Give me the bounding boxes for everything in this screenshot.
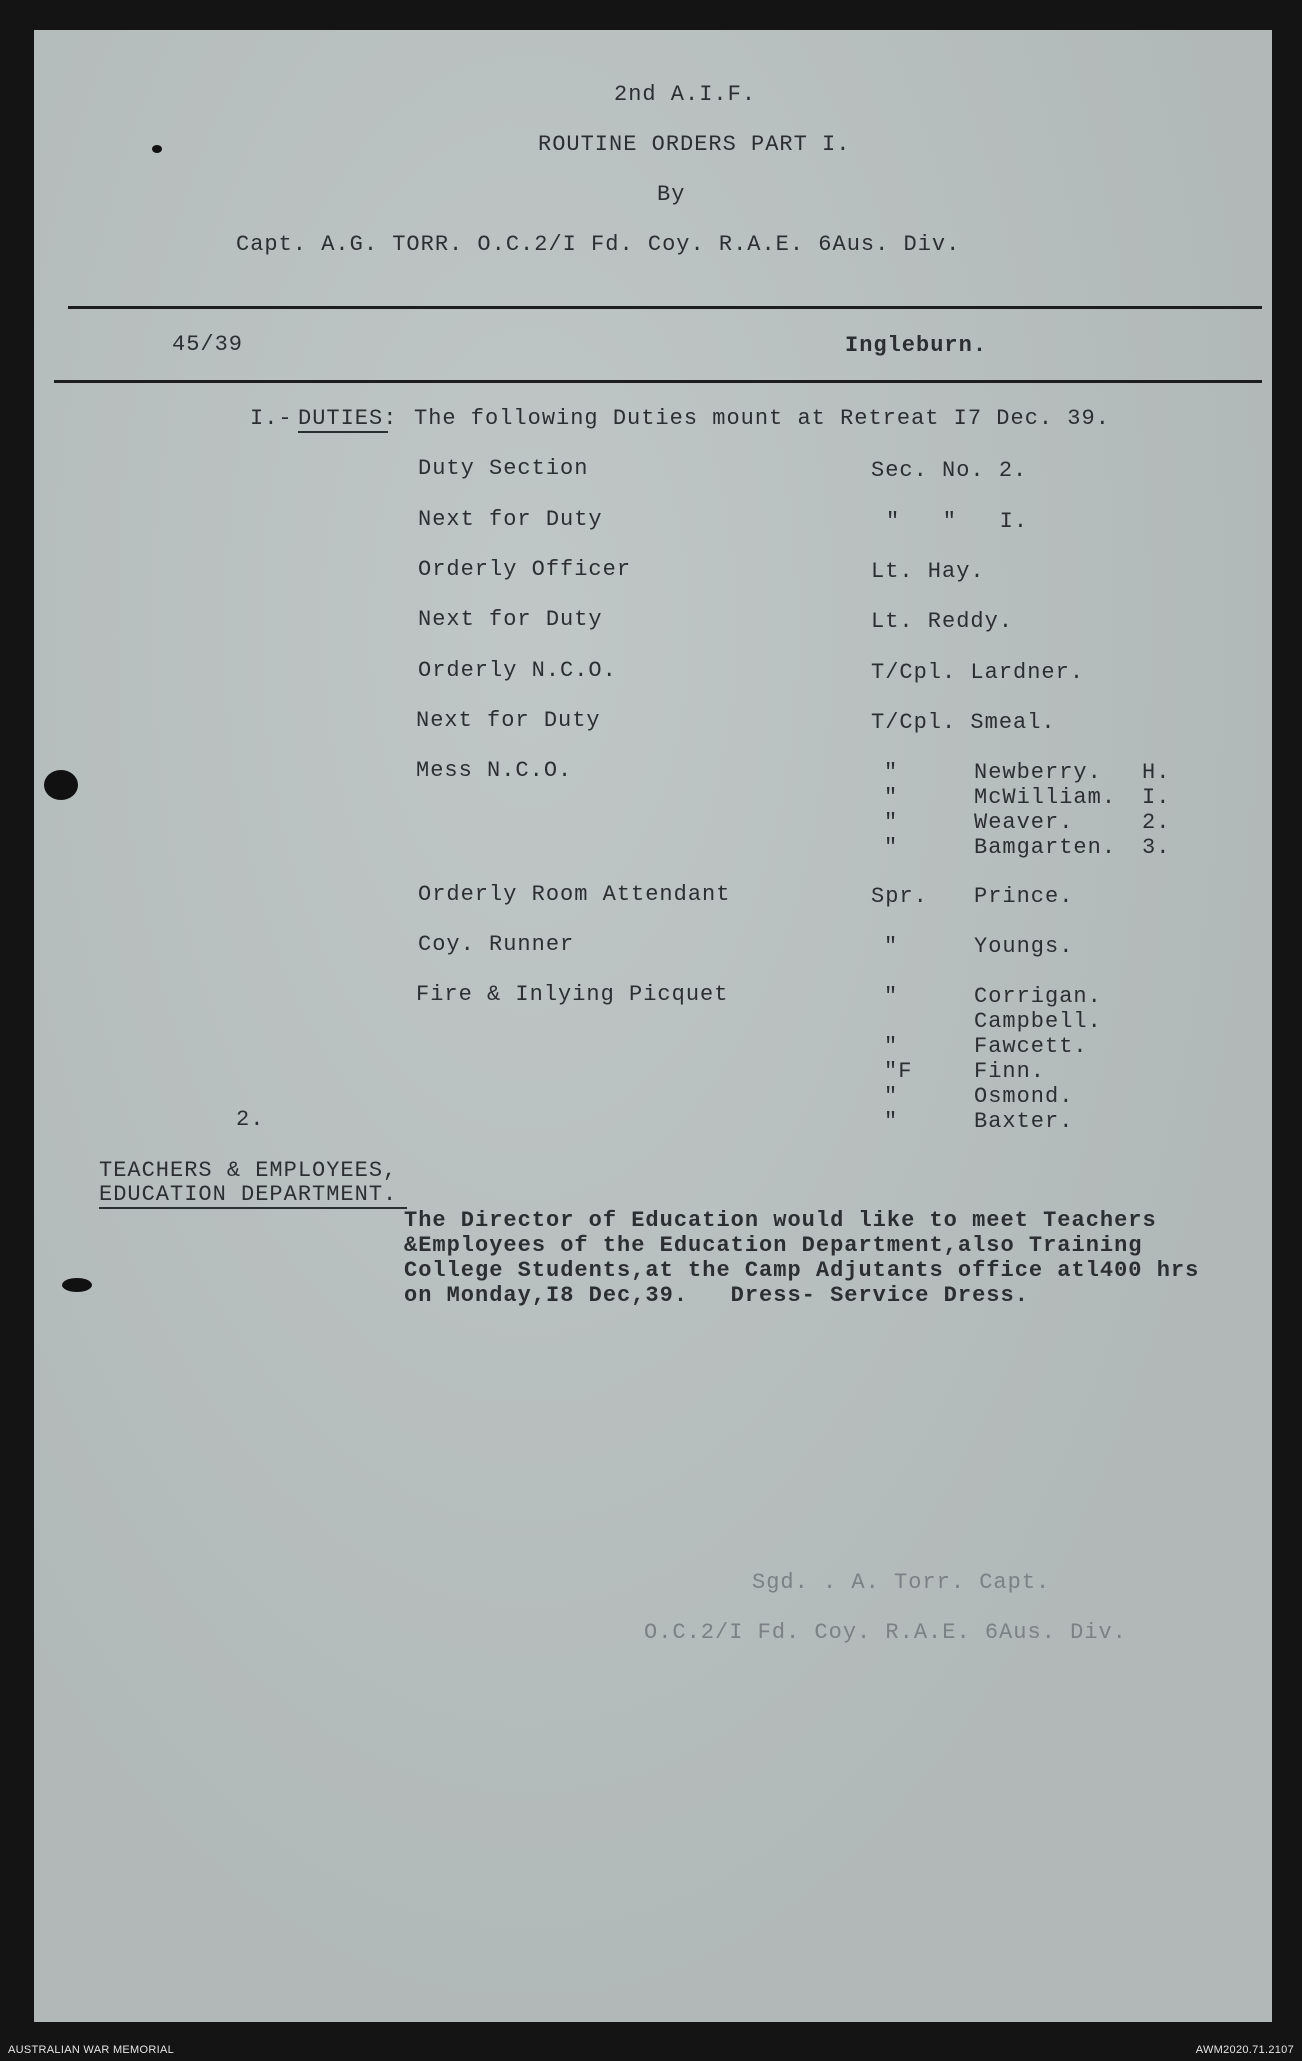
header-line-1: 2nd A.I.F. bbox=[614, 82, 757, 107]
duty-value: " " I. bbox=[886, 509, 1029, 534]
mess-suffix: 2. bbox=[1142, 810, 1171, 835]
duty-role: Next for Duty bbox=[418, 607, 603, 632]
mess-mark: " bbox=[884, 835, 899, 860]
attendant-mark: Spr. bbox=[871, 884, 928, 909]
picquet-mark: " bbox=[884, 1109, 899, 1134]
order-number: 45/39 bbox=[172, 332, 244, 357]
footer-credit: AUSTRALIAN WAR MEMORIAL bbox=[8, 2044, 175, 2056]
duty-value: T/Cpl. Smeal. bbox=[871, 710, 1056, 735]
section-2-title-1: TEACHERS & EMPLOYEES, bbox=[99, 1158, 398, 1183]
mess-name: Bamgarten. bbox=[974, 835, 1117, 860]
mess-mark: " bbox=[884, 785, 899, 810]
mess-name: Newberry. bbox=[974, 760, 1102, 785]
picquet-name: Campbell. bbox=[974, 1009, 1102, 1034]
section-2-title-underline bbox=[99, 1207, 407, 1209]
signature-line-2: O.C.2/I Fd. Coy. R.A.E. 6Aus. Div. bbox=[644, 1620, 1127, 1645]
header-line-2: ROUTINE ORDERS PART I. bbox=[538, 132, 851, 157]
mess-suffix: 3. bbox=[1142, 835, 1171, 860]
duty-value: T/Cpl. Lardner. bbox=[871, 660, 1085, 685]
signature-line-1: Sgd. . A. Torr. Capt. bbox=[752, 1570, 1051, 1595]
mess-mark: " bbox=[884, 760, 899, 785]
runner-name: Youngs. bbox=[974, 934, 1074, 959]
picquet-mark: "F bbox=[884, 1059, 913, 1084]
duty-value: Lt. Hay. bbox=[871, 559, 985, 584]
document-page bbox=[34, 30, 1272, 2022]
top-rule bbox=[68, 306, 1262, 309]
bottom-rule bbox=[54, 380, 1262, 383]
picquet-name: Finn. bbox=[974, 1059, 1046, 1084]
picquet-mark: " bbox=[884, 1034, 899, 1059]
mess-suffix: I. bbox=[1142, 785, 1171, 810]
ink-blot bbox=[62, 1278, 92, 1292]
ink-mark bbox=[152, 145, 162, 153]
section-2-body-line: College Students,at the Camp Adjutants office atl400 hrs bbox=[404, 1258, 1200, 1283]
picquet-name: Baxter. bbox=[974, 1109, 1074, 1134]
section-1-number: I.- bbox=[250, 406, 293, 431]
duty-role: Orderly N.C.O. bbox=[418, 658, 617, 683]
order-place: Ingleburn. bbox=[845, 333, 988, 358]
section-2-title-2: EDUCATION DEPARTMENT. bbox=[99, 1182, 398, 1207]
picquet-mark: " bbox=[884, 1084, 899, 1109]
picquet-name: Corrigan. bbox=[974, 984, 1102, 1009]
header-line-3: By bbox=[657, 182, 686, 207]
section-1-intro: The following Duties mount at Retreat I7 Dec. 39. bbox=[414, 406, 1110, 431]
section-1-title: DUTIES: bbox=[298, 406, 398, 431]
picquet-role: Fire & Inlying Picquet bbox=[416, 982, 729, 1007]
mess-name: McWilliam. bbox=[974, 785, 1117, 810]
picquet-name: Osmond. bbox=[974, 1084, 1074, 1109]
mess-name: Weaver. bbox=[974, 810, 1074, 835]
duty-value: Sec. No. 2. bbox=[871, 458, 1028, 483]
runner-mark: " bbox=[884, 934, 899, 959]
section-2-number: 2. bbox=[236, 1107, 265, 1132]
duty-role: Next for Duty bbox=[416, 708, 601, 733]
mess-mark: " bbox=[884, 810, 899, 835]
section-1-title-underline bbox=[298, 431, 388, 433]
mess-role: Mess N.C.O. bbox=[416, 758, 573, 783]
attendant-role: Orderly Room Attendant bbox=[418, 882, 731, 907]
header-line-4: Capt. A.G. TORR. O.C.2/I Fd. Coy. R.A.E. 6Aus. Div. bbox=[236, 232, 961, 257]
picquet-mark: " bbox=[884, 984, 899, 1009]
duty-role: Orderly Officer bbox=[418, 557, 632, 582]
duty-value: Lt. Reddy. bbox=[871, 609, 1014, 634]
ink-blot bbox=[44, 770, 78, 800]
duty-role: Next for Duty bbox=[418, 507, 603, 532]
attendant-name: Prince. bbox=[974, 884, 1074, 909]
section-2-body-line: The Director of Education would like to meet Teachers bbox=[404, 1208, 1157, 1233]
footer-reference: AWM2020.71.2107 bbox=[1195, 2044, 1294, 2056]
section-2-body-line: on Monday,I8 Dec,39. Dress- Service Dress. bbox=[404, 1283, 1029, 1308]
mess-suffix: H. bbox=[1142, 760, 1171, 785]
runner-role: Coy. Runner bbox=[418, 932, 575, 957]
picquet-name: Fawcett. bbox=[974, 1034, 1088, 1059]
section-2-body-line: &Employees of the Education Department,also Training bbox=[404, 1233, 1143, 1258]
duty-role: Duty Section bbox=[418, 456, 589, 481]
